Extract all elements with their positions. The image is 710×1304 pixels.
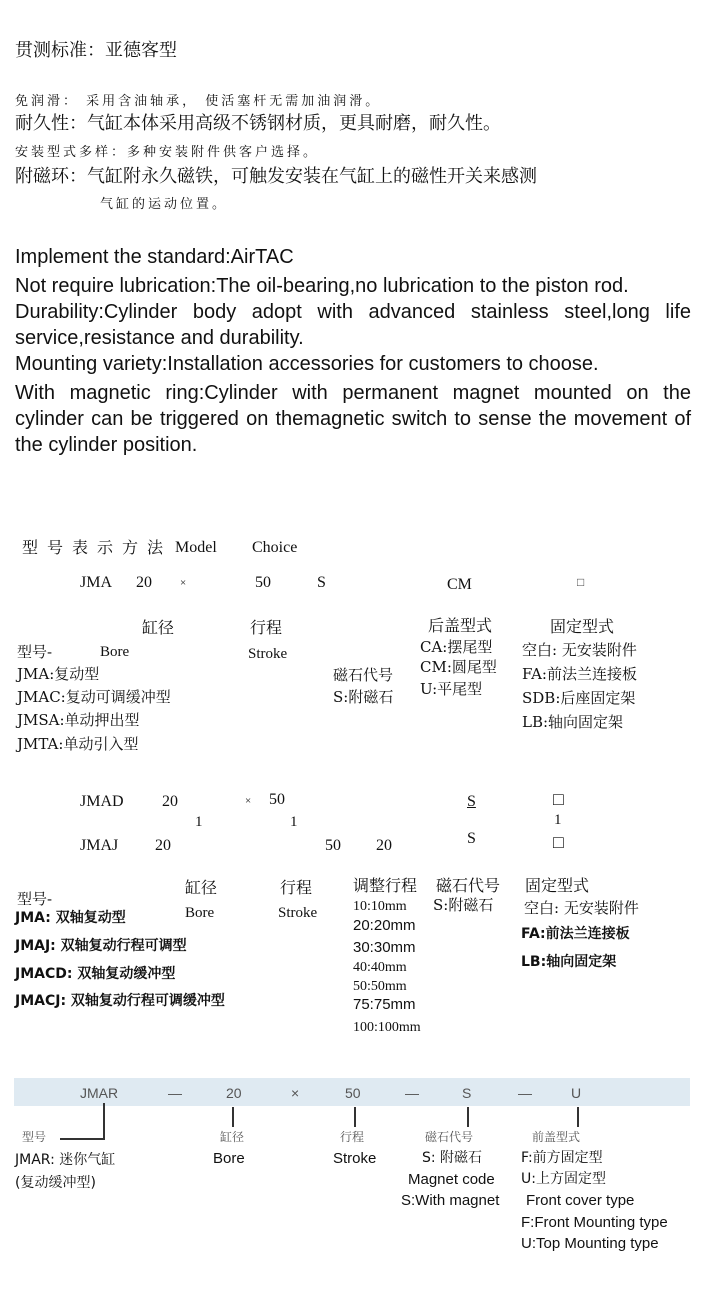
s1-model-3: JMTA:单动引入型	[17, 735, 139, 753]
s2-adjust-4: 50:50mm	[353, 979, 407, 994]
s3-bore-en: Bore	[213, 1150, 245, 1167]
s3-model-line2: (复动缓冲型)	[15, 1175, 96, 1191]
s2-model-1: JMAJ: 双轴复动行程可调型	[15, 938, 187, 954]
s1-code-cover: CM	[447, 576, 472, 593]
s3-bar-cover: U	[571, 1085, 582, 1101]
model-choice-title-cn: 型号表示方法	[22, 538, 173, 557]
s2-stroke-cn: 行程	[280, 878, 313, 897]
s3-label-stroke: 行程	[340, 1130, 365, 1144]
s2-adjust-1: 20:20mm	[353, 917, 416, 934]
s3-bar-dash1: —	[168, 1085, 182, 1101]
standard-en: Implement the standard:AirTAC	[15, 246, 294, 268]
durability-cn: 耐久性：气缸本体采用高级不锈钢材质，更具耐磨，耐久性。	[15, 113, 501, 134]
s3-cover-0: F:前方固定型	[521, 1150, 603, 1166]
s2-bore-cn: 缸径	[185, 878, 218, 897]
s3-stroke-line	[354, 1107, 356, 1127]
s2-adjust-5: 75:75mm	[353, 996, 416, 1013]
s1-bore-en: Bore	[100, 644, 130, 660]
s1-mount-0: 空白: 无安装附件	[522, 641, 637, 659]
s2-adjust-0: 10:10mm	[353, 899, 407, 914]
s1-cover-1: CM:圆尾型	[420, 658, 497, 676]
s3-cover-4: U:Top Mounting type	[521, 1235, 659, 1252]
s2-row1-times: ×	[245, 795, 252, 807]
s2-mount-title: 固定型式	[525, 876, 590, 895]
s3-label-model: 型号	[22, 1130, 47, 1144]
s2-row1-model: JMAD	[80, 793, 124, 810]
lubrication-cn: 免润滑： 采用含油轴承， 使活塞杆无需加油润滑。	[15, 94, 382, 109]
s1-code-model: JMA	[80, 574, 113, 591]
s1-mount-title: 固定型式	[550, 617, 615, 636]
s2-model-3: JMACJ: 双轴复动行程可调缓冲型	[15, 993, 225, 1009]
s3-bar-magnet: S	[462, 1085, 472, 1101]
s1-magnet-value: S:附磁石	[333, 688, 394, 706]
s2-row1-stroke: 50	[269, 791, 285, 808]
s3-magnet-line	[467, 1107, 469, 1127]
s2-row1-bore: 20	[162, 793, 178, 810]
s1-code-magnet: S	[317, 574, 326, 591]
s1-magnet-title: 磁石代号	[333, 666, 394, 684]
s2-row2-bore: 20	[155, 837, 171, 854]
s3-model-line	[103, 1103, 105, 1140]
s2-model-2: JMACD: 双轴复动缓冲型	[15, 966, 176, 982]
s2-adjust-3: 40:40mm	[353, 960, 407, 975]
s2-row2-mount: □	[553, 832, 564, 852]
s3-cover-line	[577, 1107, 579, 1127]
s2-model-0: JMA: 双轴复动型	[15, 910, 126, 926]
s2-magnet-title: 磁石代号	[436, 876, 501, 895]
s3-bar-model: JMAR	[80, 1085, 119, 1101]
s3-model-leader	[60, 1138, 105, 1140]
s1-cover-title: 后盖型式	[428, 616, 493, 635]
s2-adjust-title: 调整行程	[353, 876, 418, 895]
s1-model-label: 型号-	[17, 643, 53, 661]
s3-cover-1: U:上方固定型	[521, 1171, 606, 1187]
s2-sub-stroke: 1	[290, 814, 298, 830]
s2-row2-adjust: 20	[376, 837, 392, 854]
magnetic-cn-line2: 气缸的运动位置。	[100, 197, 229, 212]
s1-stroke-en: Stroke	[248, 646, 288, 662]
s3-bar-dash3: —	[518, 1085, 532, 1101]
s2-adjust-6: 100:100mm	[353, 1020, 421, 1035]
s3-bar-dash2: —	[405, 1085, 419, 1101]
s2-stroke-en: Stroke	[278, 905, 318, 921]
s1-mount-3: LB:轴向固定架	[522, 713, 624, 731]
s3-bore-line	[232, 1107, 234, 1127]
s1-model-1: JMAC:复动可调缓冲型	[17, 688, 171, 706]
english-description	[15, 244, 691, 458]
s2-row2-model: JMAJ	[80, 837, 119, 854]
s1-cover-0: CA:摆尾型	[420, 638, 493, 656]
s1-mount-1: FA:前法兰连接板	[522, 665, 637, 683]
s2-mount-1: FA:前法兰连接板	[521, 926, 630, 942]
s2-bore-en: Bore	[185, 905, 215, 921]
s3-label-cover: 前盖型式	[532, 1130, 581, 1144]
s2-sub-mount: 1	[554, 812, 562, 828]
s3-label-magnet: 磁石代号	[425, 1130, 474, 1144]
s1-stroke-cn: 行程	[250, 618, 283, 637]
lubrication-en: Not require lubrication:The oil-bearing,no lubrication to the piston rod.	[15, 275, 629, 297]
s1-bore-cn: 缸径	[142, 618, 175, 637]
s1-code-bore: 20	[136, 574, 152, 591]
s2-model-label: 型号-	[17, 890, 53, 908]
s3-magnet-with: S:With magnet	[401, 1192, 500, 1209]
model-choice-title-en: Model	[175, 539, 217, 556]
magnetic-cn-line1: 附磁环：气缸附永久磁铁，可触发安装在气缸上的磁性开关来感测	[15, 166, 537, 187]
s2-row1-magnet: S	[467, 793, 476, 810]
s3-cover-2: Front cover type	[526, 1192, 635, 1209]
s3-model-line1: JMAR: 迷你气缸	[15, 1152, 116, 1168]
s2-mount-2: LB:轴向固定架	[521, 954, 617, 970]
magnetic-en: With magnetic ring:Cylinder with permanent magnet mounted on the cylinder can be triggered on themagnetic switch to sense the movement of the cylinder position.	[15, 382, 691, 456]
s1-model-0: JMA:复动型	[17, 665, 100, 683]
s2-row2-stroke: 50	[325, 837, 341, 854]
s1-code-mount: □	[577, 575, 585, 589]
s1-code-times: ×	[180, 577, 187, 589]
s3-magnet-cn: S: 附磁石	[422, 1150, 483, 1166]
s3-stroke-en: Stroke	[333, 1150, 377, 1167]
s1-mount-2: SDB:后座固定架	[522, 689, 636, 707]
model-choice-title-choice: Choice	[252, 539, 298, 556]
s1-code-stroke: 50	[255, 574, 271, 591]
s2-row1-mount: □	[553, 789, 564, 809]
s3-magnet-code: Magnet code	[408, 1171, 495, 1188]
s3-cover-3: F:Front Mounting type	[521, 1214, 668, 1231]
mounting-cn: 安装型式多样：多种安装附件供客户选择。	[15, 145, 320, 160]
s3-bar-stroke: 50	[345, 1085, 361, 1101]
s3-bar-times: ×	[291, 1085, 300, 1101]
s2-magnet-value: S:附磁石	[433, 896, 494, 914]
standard-cn: 贯测标准：亚德客型	[15, 40, 177, 61]
s3-bar-bore: 20	[226, 1085, 242, 1101]
s2-mount-0: 空白: 无安装附件	[524, 899, 639, 917]
s1-cover-2: U:平尾型	[420, 680, 483, 698]
s3-label-bore: 缸径	[220, 1130, 245, 1144]
s2-sub-bore: 1	[195, 814, 203, 830]
s1-model-2: JMSA:单动押出型	[17, 711, 140, 729]
mounting-en: Mounting variety:Installation accessories for customers to choose.	[15, 353, 599, 375]
s2-row2-magnet: S	[467, 830, 476, 847]
durability-en: Durability:Cylinder body adopt with advanced stainless steel,long life service,resistance and durability.	[15, 301, 691, 349]
s2-adjust-2: 30:30mm	[353, 939, 416, 956]
